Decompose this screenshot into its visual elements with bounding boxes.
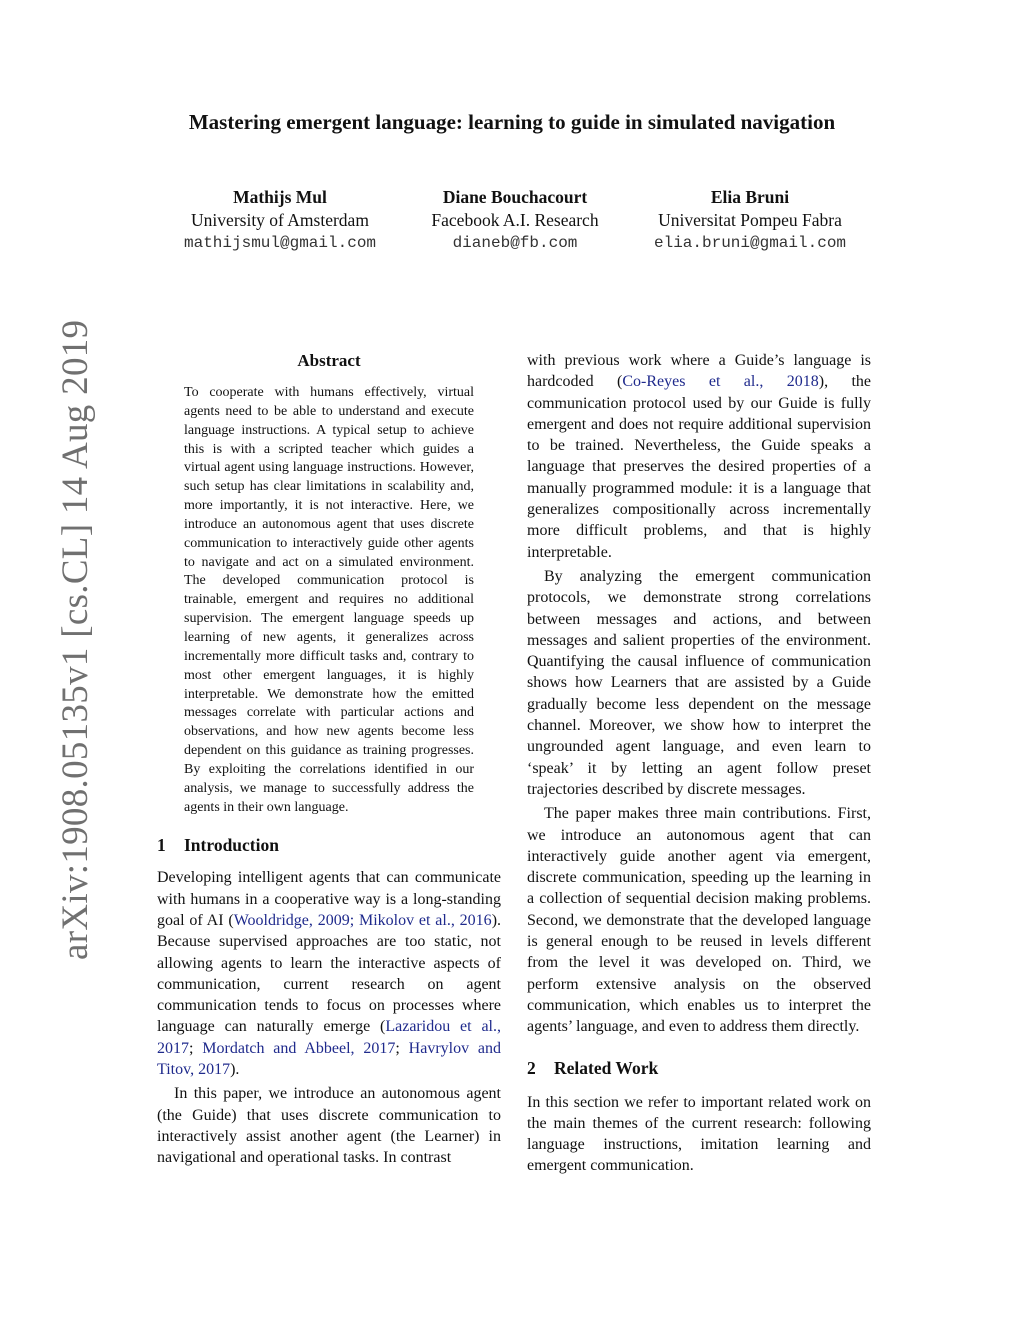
section-heading-related-work <box>527 1056 871 1080</box>
section-heading-introduction <box>157 833 501 857</box>
intro-paragraph-1 <box>157 867 501 1080</box>
section-number: 1 <box>157 835 166 856</box>
author-2 <box>405 186 625 254</box>
author-name: Mathijs Mul <box>233 187 327 207</box>
text-run: ; <box>189 1039 203 1057</box>
author-block <box>0 186 1024 256</box>
section-title: Introduction <box>184 835 279 856</box>
author-email[interactable]: elia.bruni@gmail.com <box>653 234 847 252</box>
related-paragraph-1: In this section we refer to important related work on the main themes of the current research: following language instructions, imitation learning and emergent communication. <box>527 1093 871 1175</box>
right-column <box>527 350 871 1177</box>
citation-link[interactable]: Co-Reyes et al., 2018 <box>622 373 819 391</box>
abstract-text: To cooperate with humans effectively, virtual agents need to be able to understand and execute language instructions. A typical setup to achieve this is with a scripted teacher which guides a virtual agent using language instructions. However, such setup has clear limitations in scalability and, more importantly, it is not interactive. Here, we introduce an autonomous agent that uses discrete communication to interactively guide other agents to navigate and act on a simulated environment. The developed communication protocol is trainable, emergent and requires no additional supervision. The emergent language speeds up learning of new agents, it generalizes across incrementally more difficult tasks and, contrary to most other emergent languages, it is highly interpretable. We demonstrate how the emitted messages correlate with particular actions and observations, and how new agents become less dependent on this guidance as training progresses. By exploiting the correlations identified in our analysis, we manage to successfully address the agents in their own language. <box>184 385 474 815</box>
left-column <box>157 350 501 1169</box>
author-affiliation: Facebook A.I. Research <box>431 210 599 230</box>
intro-paragraph-3 <box>527 350 871 563</box>
text-run: ; <box>395 1039 409 1057</box>
citation-link[interactable]: Mordatch and Abbeel, 2017 <box>202 1039 396 1057</box>
text-run: ), the communication protocol used by our Guide is fully emergent and does not require additional supervision to be trained. Nevertheless, the Guide speaks a language that preserves the desired properties of a manually programmed module: it is a language that generalizes compositionally across incrementally more difficult problems, and that is highly interpretable. <box>527 373 871 561</box>
author-1 <box>160 186 400 254</box>
text-run: Developing intelligent agents that can communicate with humans in a cooperative way is a long-standing goal of AI ( <box>157 869 501 929</box>
author-email[interactable]: mathijsmul@gmail.com <box>183 234 377 252</box>
intro-paragraph-4: By analyzing the emergent communication protocols, we demonstrate strong correlations between messages and actions, and between messages and salient properties of the environment. Quantifying the causal influence of communication shows how Learners that are assisted by a Guide gradually become less dependent on the message channel. Moreover, we show how to interpret the ungrounded agent language, and even learn to ‘speak’ it by letting an agent follow preset trajectories described by discrete messages. <box>527 567 871 798</box>
section-title: Related Work <box>554 1057 659 1078</box>
author-name: Diane Bouchacourt <box>442 187 588 207</box>
citation-link[interactable]: Wooldridge, 2009; Mikolov et al., 2016 <box>233 912 492 929</box>
paper-title: Mastering emergent language: learning to guide in simulated navigation <box>188 110 836 134</box>
intro-paragraph-5: The paper makes three main contributions. First, we introduce an autonomous agent that can interactively guide another agent via emergent, discrete communication, speeding up the learning in a collection of sequential decision making problems. Second, we demonstrate that the developed language is general enough to be reused in levels different from the level it was developed on. Third, we perform extensive analysis on the observed communication, which enables us to interpret the agents’ language, and even to address them directly. <box>527 805 871 1036</box>
text-run: ). <box>230 1061 240 1079</box>
text-run: ). Because supervised approaches are too static, not allowing agents to learn the interactive aspects of communication, current research on agent communication tends to focus on processes where language can naturally emerge ( <box>157 912 502 1036</box>
author-affiliation: Universitat Pompeu Fabra <box>658 210 842 230</box>
text-run: with previous work where a Guide’s language is hardcoded ( <box>527 352 871 391</box>
section-number: 2 <box>527 1057 536 1078</box>
citation-link[interactable]: Havrylov and Titov, 2017 <box>157 1039 502 1079</box>
author-3 <box>630 186 870 254</box>
author-email[interactable]: dianeb@fb.com <box>452 234 578 252</box>
citation-link[interactable]: Lazaridou et al., 2017 <box>157 1018 501 1057</box>
author-affiliation: University of Amsterdam <box>191 210 369 230</box>
arxiv-stamp: arXiv:1908.05135v1 [cs.CL] 14 Aug 2019 <box>55 319 96 960</box>
abstract-heading: Abstract <box>297 351 361 370</box>
author-name: Elia Bruni <box>710 187 790 207</box>
intro-paragraph-2: In this paper, we introduce an autonomous agent (the Guide) that uses discrete communication to interactively assist another agent (the Learner) in navigational and operational tasks. In contrast <box>157 1085 501 1167</box>
